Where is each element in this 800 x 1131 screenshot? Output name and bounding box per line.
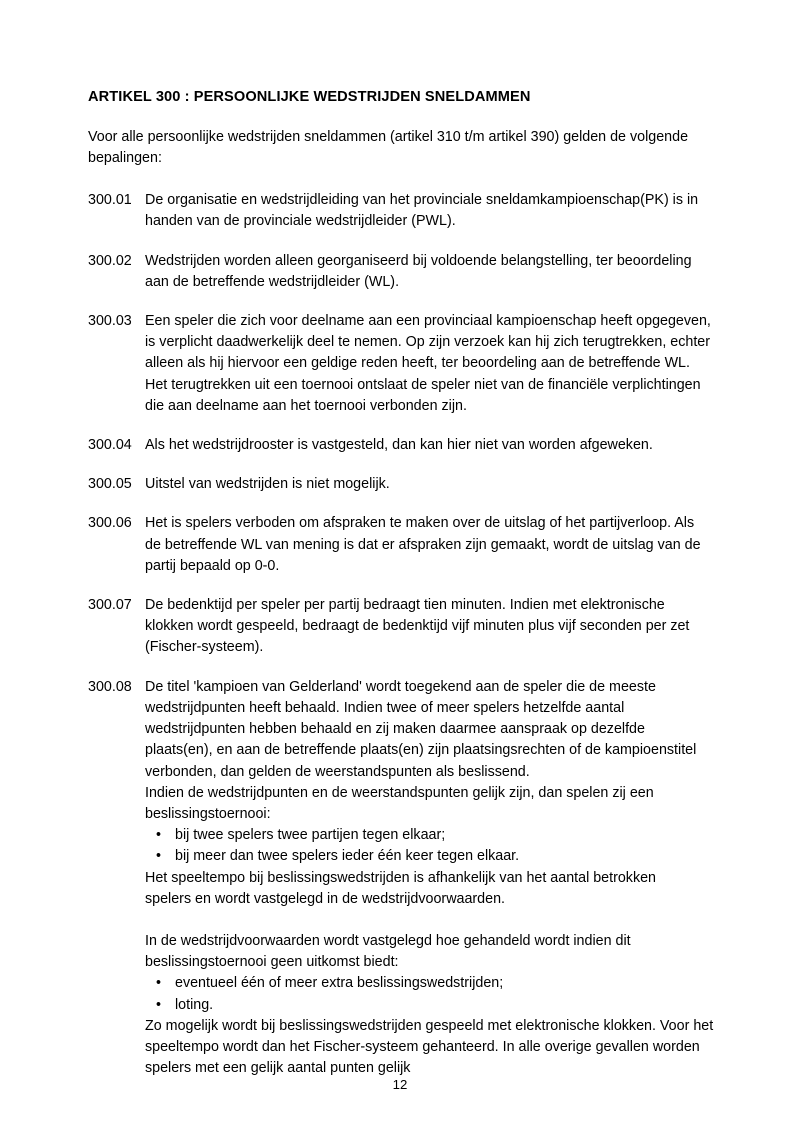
clause-text: Uitstel van wedstrijden is niet mogelijk. <box>145 476 390 493</box>
clause-300-03 <box>88 311 716 417</box>
clause-text: De organisatie en wedstrijdleiding van het provinciale sneldamkampioenschap(PK) is in handen van de provinciale wedstrijdleider (PWL). <box>145 192 699 230</box>
list-item <box>145 825 716 846</box>
bullet-list-geen-uitkomst <box>145 973 716 1015</box>
clause-number: 300.03 <box>88 313 132 330</box>
clause-paragraph: De titel 'kampioen van Gelderland' wordt toegekend aan de speler die de meeste wedstrijdpunten heeft behaald. Indien twee of meer spelers hetzelfde aantal wedstrijdpunten hebben behaald en zij maken daarmee aanspraak op dezelfde plaats(en), en aan de betreffende plaats(en) zijn plaatsingsrechten of de kampioenstitel verbonden, dan gelden de weerstandspunten als beslissend. <box>145 678 697 780</box>
list-item-label: eventueel één of meer extra beslissingswedstrijden; <box>175 975 504 992</box>
clause-number: 300.07 <box>88 597 132 614</box>
clause-text: Het is spelers verboden om afspraken te maken over de uitslag of het partijverloop. Als de betreffende WL van mening is dat er afspraken zijn gemaakt, wordt de uitslag van de partij bepaald op 0-0. <box>145 515 701 574</box>
clause-300-07 <box>88 595 716 659</box>
list-item-label: loting. <box>175 996 214 1013</box>
list-item <box>145 846 716 867</box>
clause-text: De bedenktijd per speler per partij bedraagt tien minuten. Indien met elektronische klokken wordt gespeeld, bedraagt de bedenktijd vijf minuten plus vijf seconden per zet (Fischer-systeem). <box>145 597 690 656</box>
clause-300-06 <box>88 513 705 577</box>
clause-number: 300.06 <box>88 515 132 532</box>
clause-paragraph: Indien de wedstrijdpunten en de weerstandspunten gelijk zijn, dan spelen zij een beslissingstoernooi: <box>145 784 654 822</box>
clause-300-08 <box>88 677 716 1080</box>
intro-paragraph: Voor alle persoonlijke wedstrijden sneldammen (artikel 310 t/m artikel 390) gelden de volgende bepalingen: <box>88 129 689 167</box>
clause-paragraph: Zo mogelijk wordt bij beslissingswedstrijden gespeeld met elektronische klokken. Voor het speeltempo wordt dan het Fischer-systeem gehanteerd. In alle overige gevallen worden spelers met een gelijk aantal punten gelijk <box>145 1017 714 1077</box>
bullet-icon: • <box>156 996 162 1013</box>
clause-number: 300.04 <box>88 437 132 454</box>
bullet-icon: • <box>156 848 162 865</box>
list-item <box>145 973 716 994</box>
clause-body <box>145 677 716 1080</box>
list-item <box>145 995 716 1016</box>
bullet-icon: • <box>156 827 162 844</box>
clause-text: Wedstrijden worden alleen georganiseerd bij voldoende belangstelling, ter beoordeling aan de betreffende wedstrijdleider (WL). <box>145 252 692 290</box>
clause-300-01 <box>88 190 705 232</box>
clause-300-04 <box>88 435 693 456</box>
list-item-label: bij meer dan twee spelers ieder één keer tegen elkaar. <box>175 848 520 865</box>
clause-300-02 <box>88 251 716 293</box>
clause-number: 300.02 <box>88 252 132 269</box>
page-title: ARTIKEL 300 : PERSOONLIJKE WEDSTRIJDEN SNELDAMMEN <box>88 89 531 105</box>
clause-number: 300.01 <box>88 192 132 209</box>
clause-text: Als het wedstrijdrooster is vastgesteld, dan kan hier niet van worden afgeweken. <box>145 437 653 454</box>
bullet-icon: • <box>156 975 162 992</box>
clause-number: 300.05 <box>88 476 132 493</box>
clause-paragraph: In de wedstrijdvoorwaarden wordt vastgelegd hoe gehandeld wordt indien dit beslissingstoernooi geen uitkomst biedt: <box>145 932 631 971</box>
page-number: 12 <box>392 1077 408 1092</box>
document-content <box>88 88 716 1097</box>
bullet-list-beslissingstoernooi <box>145 825 716 867</box>
list-item-label: bij twee spelers twee partijen tegen elkaar; <box>175 827 446 844</box>
clause-paragraph: Het speeltempo bij beslissingswedstrijden is afhankelijk van het aantal betrokken spelers en wordt vastgelegd in de wedstrijdvoorwaarden. <box>145 869 657 907</box>
clause-number: 300.08 <box>88 678 132 695</box>
clause-text: Een speler die zich voor deelname aan een provinciaal kampioenschap heeft opgegeven, is verplicht daadwerkelijk deel te nemen. Op zijn verzoek kan hij zich terugtrekken, echter alleen als hij hiervoor een geldige reden heeft, ter beoordeling aan de betreffende WL. Het terugtrekken uit een toernooi ontslaat de speler niet van de financiële verplichtingen die aan deelname aan het toernooi verbonden zijn. <box>145 313 711 414</box>
clause-300-05 <box>88 474 716 495</box>
